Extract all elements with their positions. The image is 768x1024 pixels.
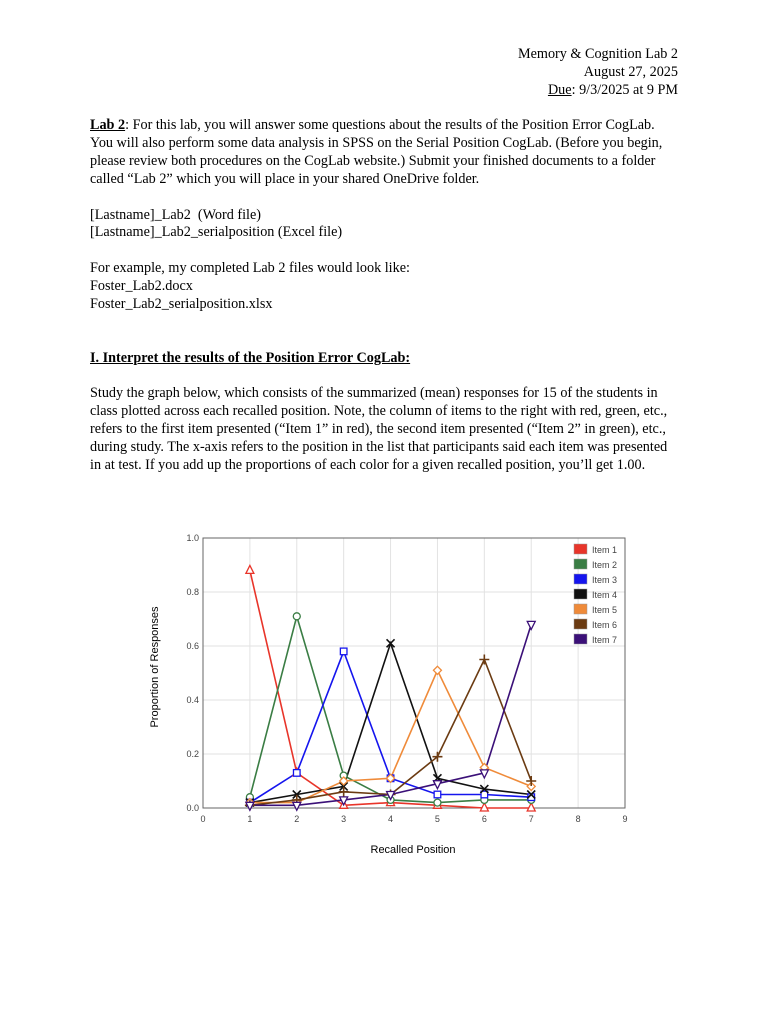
course-title: Memory & Cognition Lab 2 [518,46,678,62]
example-file-1: Foster_Lab2.docx [90,277,193,294]
legend-label: Item 6 [592,620,618,630]
data-point [433,666,441,674]
data-point [293,613,300,620]
due-label: Due [547,81,572,98]
legend-swatch [574,604,587,614]
data-point [527,621,535,629]
legend-swatch [574,544,587,554]
x-axis-label: Recalled Position [370,844,456,856]
x-tick-label: 2 [294,814,300,824]
legend-swatch [574,589,587,599]
data-point [480,803,488,811]
legend-label: Item 2 [592,560,618,570]
lab-label: Lab 2 [90,117,126,134]
x-tick-label: 9 [622,814,628,824]
document-page [90,46,678,474]
data-point [246,565,254,573]
legend-label: Item 3 [592,575,618,585]
x-tick-label: 8 [575,814,581,824]
example-file-2: Foster_Lab2_serialposition.xlsx [90,295,273,312]
document-header [90,46,678,99]
legend-swatch [574,619,587,629]
x-tick-label: 4 [388,814,394,824]
legend-swatch [574,574,587,584]
y-tick-label: 0.6 [186,641,199,651]
x-tick-label: 5 [434,814,440,824]
due-line [90,82,678,100]
x-tick-label: 0 [200,814,206,824]
x-tick-label: 1 [247,814,253,824]
example-lead: For example, my completed Lab 2 files would look like: [90,260,410,277]
legend-swatch [574,634,587,644]
x-tick-label: 3 [341,814,347,824]
file-word: [Lastname]_Lab2 (Word file) [90,206,262,223]
legend-label: Item 7 [592,635,618,645]
data-point [340,648,347,655]
data-point [339,787,349,797]
legend-swatch [574,559,587,569]
chart-svg [130,522,650,862]
data-point [434,791,441,798]
data-point [479,655,489,665]
y-axis-label: Proportion of Responses [149,606,161,728]
data-point [527,803,535,811]
y-tick-label: 1.0 [186,533,199,543]
due-value: : 9/3/2025 at 9 PM [571,81,678,98]
intro-text: : For this lab, you will answer some questions about the results of the Position Error CogLab. You will also perform some data analysis in SPSS on the Serial Position CogLab. (Before you begin, please review both procedures on the CogLab website.) Submit your finished documents to a folder called “Lab 2” which you will place in your shared OneDrive folder. [90,117,663,187]
position-error-chart [130,522,650,862]
data-point [293,770,300,777]
data-point [434,799,441,806]
y-tick-label: 0.8 [186,587,199,597]
header-date: August 27, 2025 [583,63,678,80]
section-heading: I. Interpret the results of the Position Error CogLab: [90,349,411,366]
plot-frame [203,538,625,808]
y-tick-label: 0.4 [186,695,199,705]
y-tick-label: 0.0 [186,803,199,813]
legend-label: Item 1 [592,545,618,555]
data-point [293,802,301,810]
file-excel: [Lastname]_Lab2_serialposition (Excel file) [90,224,343,241]
legend-label: Item 4 [592,590,618,600]
x-tick-label: 7 [528,814,534,824]
x-tick-label: 6 [481,814,487,824]
intro-paragraph [90,117,678,188]
y-tick-label: 0.2 [186,749,199,759]
legend-label: Item 5 [592,605,618,615]
section-body: Study the graph below, which consists of the summarized (mean) responses for 15 of the students in class plotted across each recalled position. Note, the column of items to the right with red, green, etc., refers to the first item presented (“Item 1” in red), the second item presented (“Item 2” in green), etc., during study. The x-axis refers to the position in the list that participants said each item was presented in at test. If you add up the proportions of each color for a given recalled position, you’ll get 1.00. [90,385,668,473]
